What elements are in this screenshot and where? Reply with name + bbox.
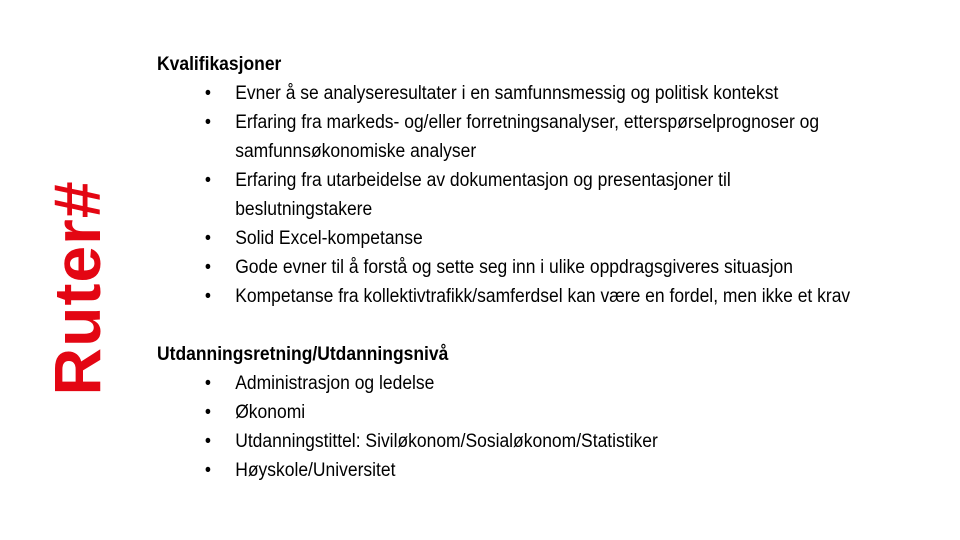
list-item-text: Solid Excel-kompetanse: [235, 228, 423, 249]
bullet-icon: •: [204, 170, 211, 191]
ruter-logo: [42, 165, 112, 410]
list-item: [157, 427, 856, 456]
list-item-text: Utdanningstittel: Siviløkonom/Sosialøkonom/Statistiker: [235, 431, 658, 452]
list-item: [157, 253, 856, 282]
bullet-icon: •: [204, 286, 211, 307]
list-item-text: Evner å se analyseresultater i en samfunnsmessig og politisk kontekst: [235, 83, 779, 104]
bullet-icon: •: [204, 112, 211, 133]
list-item-text: Erfaring fra utarbeidelse av dokumentasjon og presentasjoner til beslutningstakere: [235, 170, 731, 220]
ruter-logo-text: Ruter#: [40, 179, 114, 396]
list-item: [157, 79, 856, 108]
bullet-icon: •: [204, 257, 211, 278]
bullet-icon: •: [204, 460, 211, 481]
education-list: [157, 369, 856, 485]
list-item: [157, 369, 856, 398]
bullet-icon: •: [204, 431, 211, 452]
list-item-text: Erfaring fra markeds- og/eller forretningsanalyser, etterspørselprognoser og samfunnsøkonomiske analyser: [235, 112, 820, 162]
list-item: [157, 398, 856, 427]
list-item-text: Kompetanse fra kollektivtrafikk/samferdsel kan være en fordel, men ikke et krav: [235, 286, 851, 307]
list-item: [157, 108, 856, 166]
bullet-icon: •: [204, 402, 211, 423]
list-item: [157, 456, 856, 485]
qualifications-heading: Kvalifikasjoner: [157, 54, 282, 75]
bullet-icon: •: [204, 373, 211, 394]
list-item: [157, 166, 856, 224]
list-item: [157, 282, 856, 311]
list-item: [157, 224, 856, 253]
list-item-text: Økonomi: [235, 402, 306, 423]
list-item-text: Administrasjon og ledelse: [235, 373, 435, 394]
slide-content: [157, 50, 856, 485]
education-heading: Utdanningsretning/Utdanningsnivå: [157, 344, 449, 365]
qualifications-list: [157, 79, 856, 311]
bullet-icon: •: [204, 83, 211, 104]
list-item-text: Gode evner til å forstå og sette seg inn i ulike oppdragsgiveres situasjon: [235, 257, 793, 278]
list-item-text: Høyskole/Universitet: [235, 460, 396, 481]
bullet-icon: •: [204, 228, 211, 249]
